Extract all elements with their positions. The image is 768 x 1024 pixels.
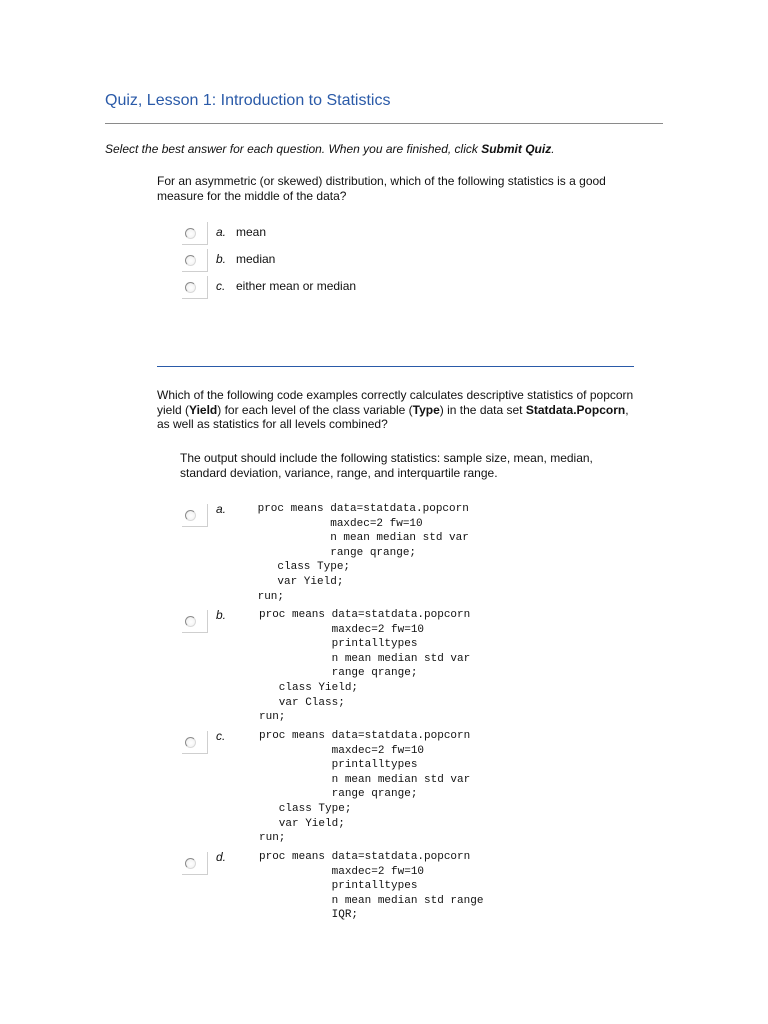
q1-option-a-letter: a. xyxy=(216,225,227,239)
radio-button-icon xyxy=(185,255,196,266)
instructions-text: Select the best answer for each question. When you are finished, click xyxy=(105,142,482,156)
q2-option-b-code[interactable]: proc means data=statdata.popcorn maxdec=2 fw=10 printalltypes n mean median std var range qrange; class Yield; var Class; run; xyxy=(259,609,471,724)
q2-option-a-code[interactable]: proc means data=statdata.popcorn maxdec=2 fw=10 n mean median std var range qrange; class Type; var Yield; run; xyxy=(257,503,469,603)
title-divider xyxy=(105,123,663,124)
q2-bold-dataset: Statdata.Popcorn xyxy=(525,402,626,417)
question-2-text xyxy=(157,388,637,432)
q2-option-c-code[interactable]: proc means data=statdata.popcorn maxdec=2 fw=10 printalltypes n mean median std var range qrange; class Type; var Yield; run; xyxy=(259,730,471,845)
q2-option-c-letter: c. xyxy=(216,729,226,743)
q1-option-c-radio[interactable] xyxy=(182,276,208,299)
q2-bold-type: Type xyxy=(412,402,440,417)
q1-option-c-letter: c. xyxy=(216,279,226,293)
q1-option-b-letter: b. xyxy=(216,252,227,266)
question-2-subtext: The output should include the following statistics: sample size, mean, median, standard deviation, variance, range, and interquartile range. xyxy=(180,451,593,480)
radio-button-icon xyxy=(185,737,196,748)
question-divider xyxy=(157,366,634,367)
q2-option-d-code[interactable]: proc means data=statdata.popcorn maxdec=2 fw=10 printalltypes n mean median std range IQR; xyxy=(259,851,484,922)
radio-button-icon xyxy=(185,282,196,293)
instructions-submit-label: Submit Quiz xyxy=(481,142,552,156)
q2-option-b-letter: b. xyxy=(216,608,227,622)
q2-option-c-radio[interactable] xyxy=(182,731,208,754)
q2-text-part: Which of the following code examples correctly calculates descriptive statistics of popcorn yield ( xyxy=(157,388,634,417)
q2-option-a-letter: a. xyxy=(216,502,227,516)
q1-option-b-label[interactable]: median xyxy=(236,252,276,266)
q2-text-part: ) in the data set xyxy=(439,402,526,417)
radio-button-icon xyxy=(185,228,196,239)
q2-option-d-radio[interactable] xyxy=(182,852,208,875)
page-title: Quiz, Lesson 1: Introduction to Statistics xyxy=(105,92,391,109)
q1-option-c-label[interactable]: either mean or median xyxy=(236,279,357,293)
q2-text-part: , as well as statistics for all levels combined? xyxy=(157,402,629,431)
q1-option-a-label[interactable]: mean xyxy=(236,225,267,239)
q2-bold-yield: Yield xyxy=(189,402,218,417)
radio-button-icon xyxy=(185,858,196,869)
instructions-period: . xyxy=(551,142,555,156)
radio-button-icon xyxy=(185,510,196,521)
q1-option-b-radio[interactable] xyxy=(182,249,208,272)
q2-option-d-letter: d. xyxy=(216,850,227,864)
q2-option-b-radio[interactable] xyxy=(182,610,208,633)
radio-button-icon xyxy=(185,616,196,627)
q2-option-a-radio[interactable] xyxy=(182,504,208,527)
q2-text-part: ) for each level of the class variable ( xyxy=(217,402,413,417)
instructions xyxy=(105,142,555,156)
question-1-text: For an asymmetric (or skewed) distribution, which of the following statistics is a good measure for the middle of the data? xyxy=(157,174,606,203)
q1-option-a-radio[interactable] xyxy=(182,222,208,245)
